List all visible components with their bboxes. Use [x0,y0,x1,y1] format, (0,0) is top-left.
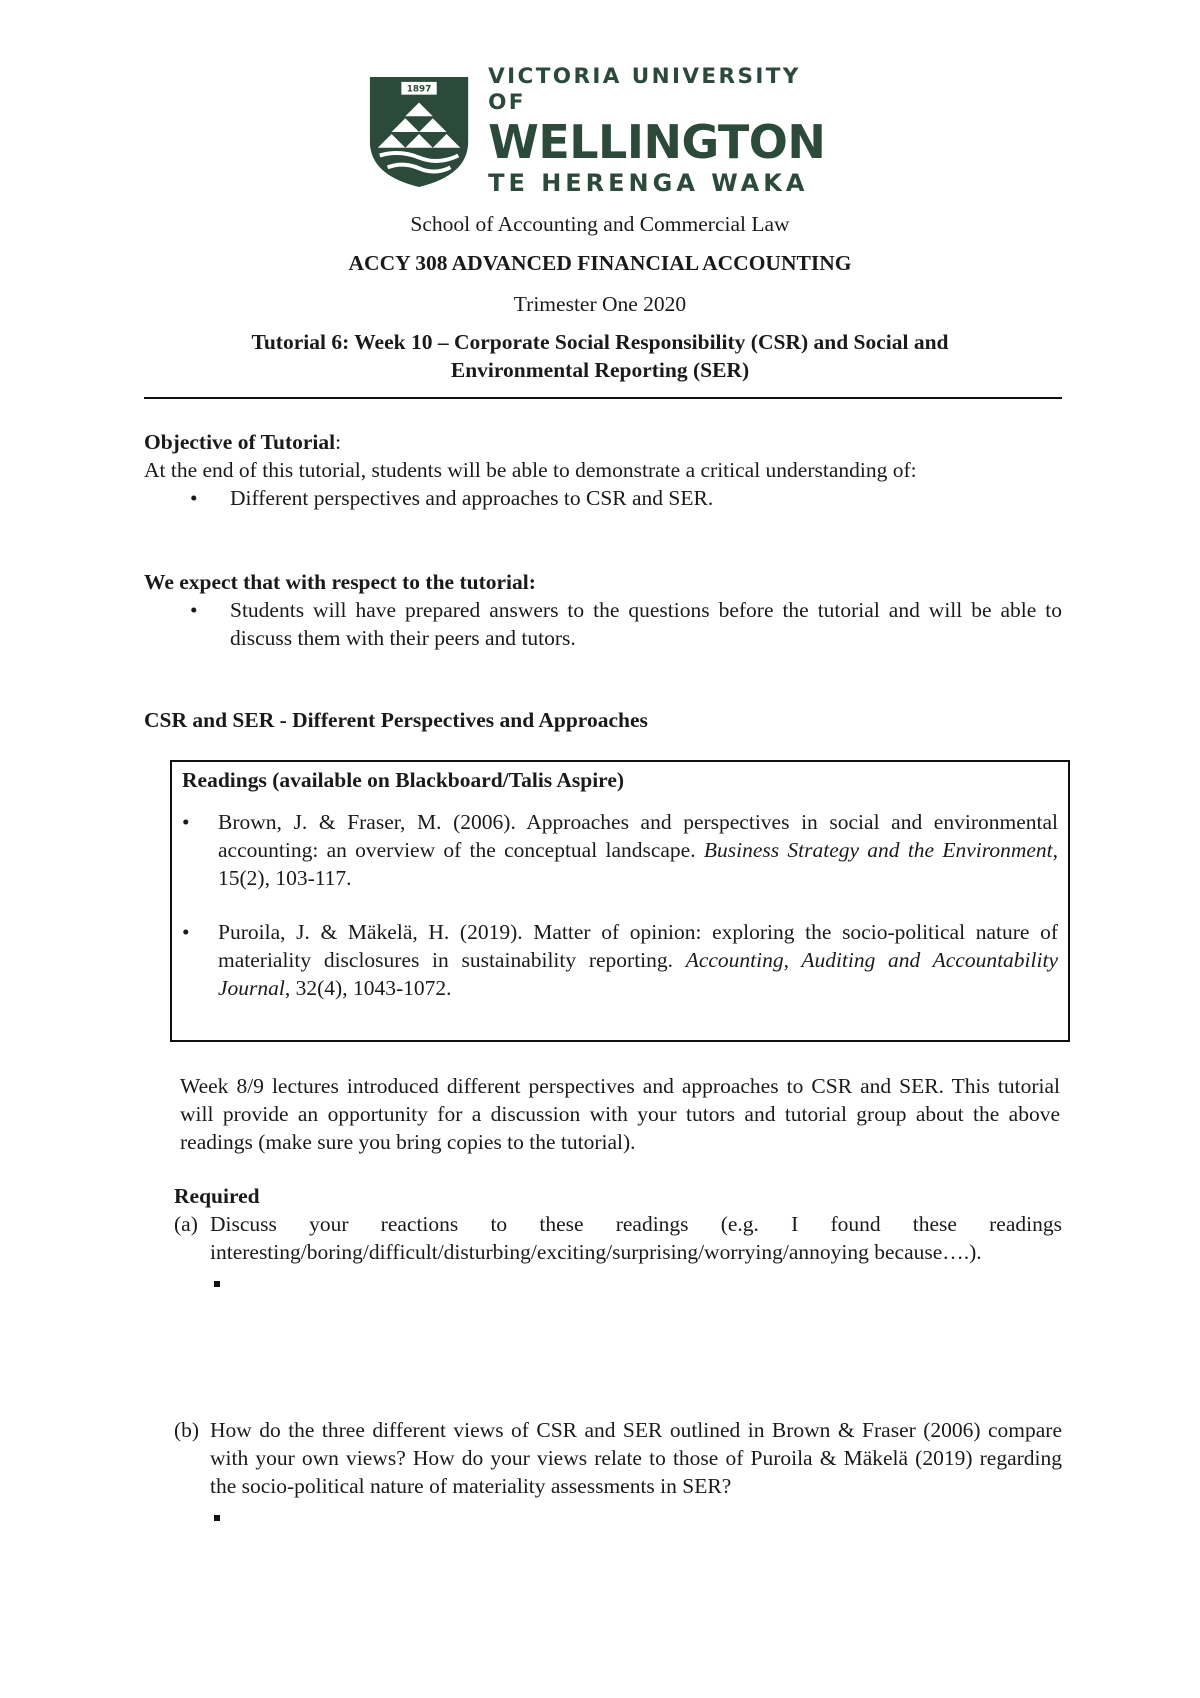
required-heading: Required [174,1184,260,1208]
answer-placeholder-b [174,1500,1062,1528]
objective-intro: At the end of this tutorial, students will be able to demonstrate a critical understanding of: [144,458,917,482]
school-name: School of Accounting and Commercial Law [410,212,790,236]
expectations-item: • Students will have prepared answers to the questions before the tutorial and will be able to discuss them with their peers and tutors. [190,598,1062,650]
objective-heading-colon: : [335,430,342,454]
readings-heading: Readings (available on Blackboard/Talis Aspire) [182,768,625,792]
square-bullet-icon [214,1281,220,1287]
journal-title: Accounting, Auditing and Accountability Journal [218,948,1058,1000]
intro-paragraph: Week 8/9 lectures introduced different perspectives and approaches to CSR and SER. This tutorial will provide an opportunity for a discussion with your tutors and tutorial group about the above readings (make sure you bring copies to the tutorial). [180,1074,1060,1154]
university-wordmark [488,64,842,198]
title-divider [144,397,1062,399]
logo-line-2: WELLINGTON [488,115,826,169]
objective-heading-line [144,428,1062,456]
required-section [174,1182,1062,1294]
section-heading: CSR and SER - Different Perspectives and Approaches [144,708,648,732]
reading-item: • Brown, J. & Fraser, M. (2006). Approaches and perspectives in social and environmental accounting: an overview of the conceptual landscape. Business Strategy and the Environment, 15(2), 103-117. [182,810,1058,890]
bullet-icon: • [190,486,198,510]
reading-item: • Puroila, J. & Mäkelä, H. (2019). Matter of opinion: exploring the socio-political nature of materiality disclosures in sustainability reporting. Accounting, Auditing and Accountability Journal, 32(4), 1043-1072. [182,920,1058,1000]
objective-section [144,428,1062,512]
square-bullet-icon [214,1515,220,1521]
objective-item: • Different perspectives and approaches to CSR and SER. [190,486,714,510]
question-label: (a) [174,1212,198,1236]
trimester: Trimester One 2020 [513,292,687,316]
answer-placeholder-a [174,1266,1062,1294]
university-logo [366,64,842,198]
question-b-section [174,1416,1062,1528]
logo-line-1: VICTORIA UNIVERSITY OF [488,64,801,115]
bullet-icon: • [182,920,190,944]
bullet-icon: • [182,810,190,834]
university-crest-icon [366,72,472,190]
question-text: Discuss your reactions to these readings (e.g. I found these readings interesting/boring/difficult/disturbing/exciting/surprising/worrying/annoying because….). [210,1212,1062,1264]
objective-heading: Objective of Tutorial [144,430,336,454]
question-text: How do the three different views of CSR and SER outlined in Brown & Fraser (2006) compare with your own views? How do your views relate to those of Puroila & Mäkelä (2019) regarding the socio-political nature of materiality assessments in SER? [210,1418,1062,1498]
expectations-heading: We expect that with respect to the tutorial: [144,570,536,594]
svg-text:1897: 1897 [406,84,432,95]
question-a [174,1210,1062,1266]
journal-title: Business Strategy and the Environment [703,838,1053,862]
course-title: ACCY 308 ADVANCED FINANCIAL ACCOUNTING [348,251,852,275]
expectations-section [144,568,1062,652]
question-label: (b) [174,1418,200,1442]
bullet-icon: • [190,598,198,622]
question-b [174,1416,1062,1500]
logo-line-3: TE HERENGA WAKA [488,169,809,197]
tutorial-title: Tutorial 6: Week 10 – Corporate Social Responsibility (CSR) and Social and Environmental Reporting (SER) [251,330,949,382]
readings-box [170,760,1070,1042]
